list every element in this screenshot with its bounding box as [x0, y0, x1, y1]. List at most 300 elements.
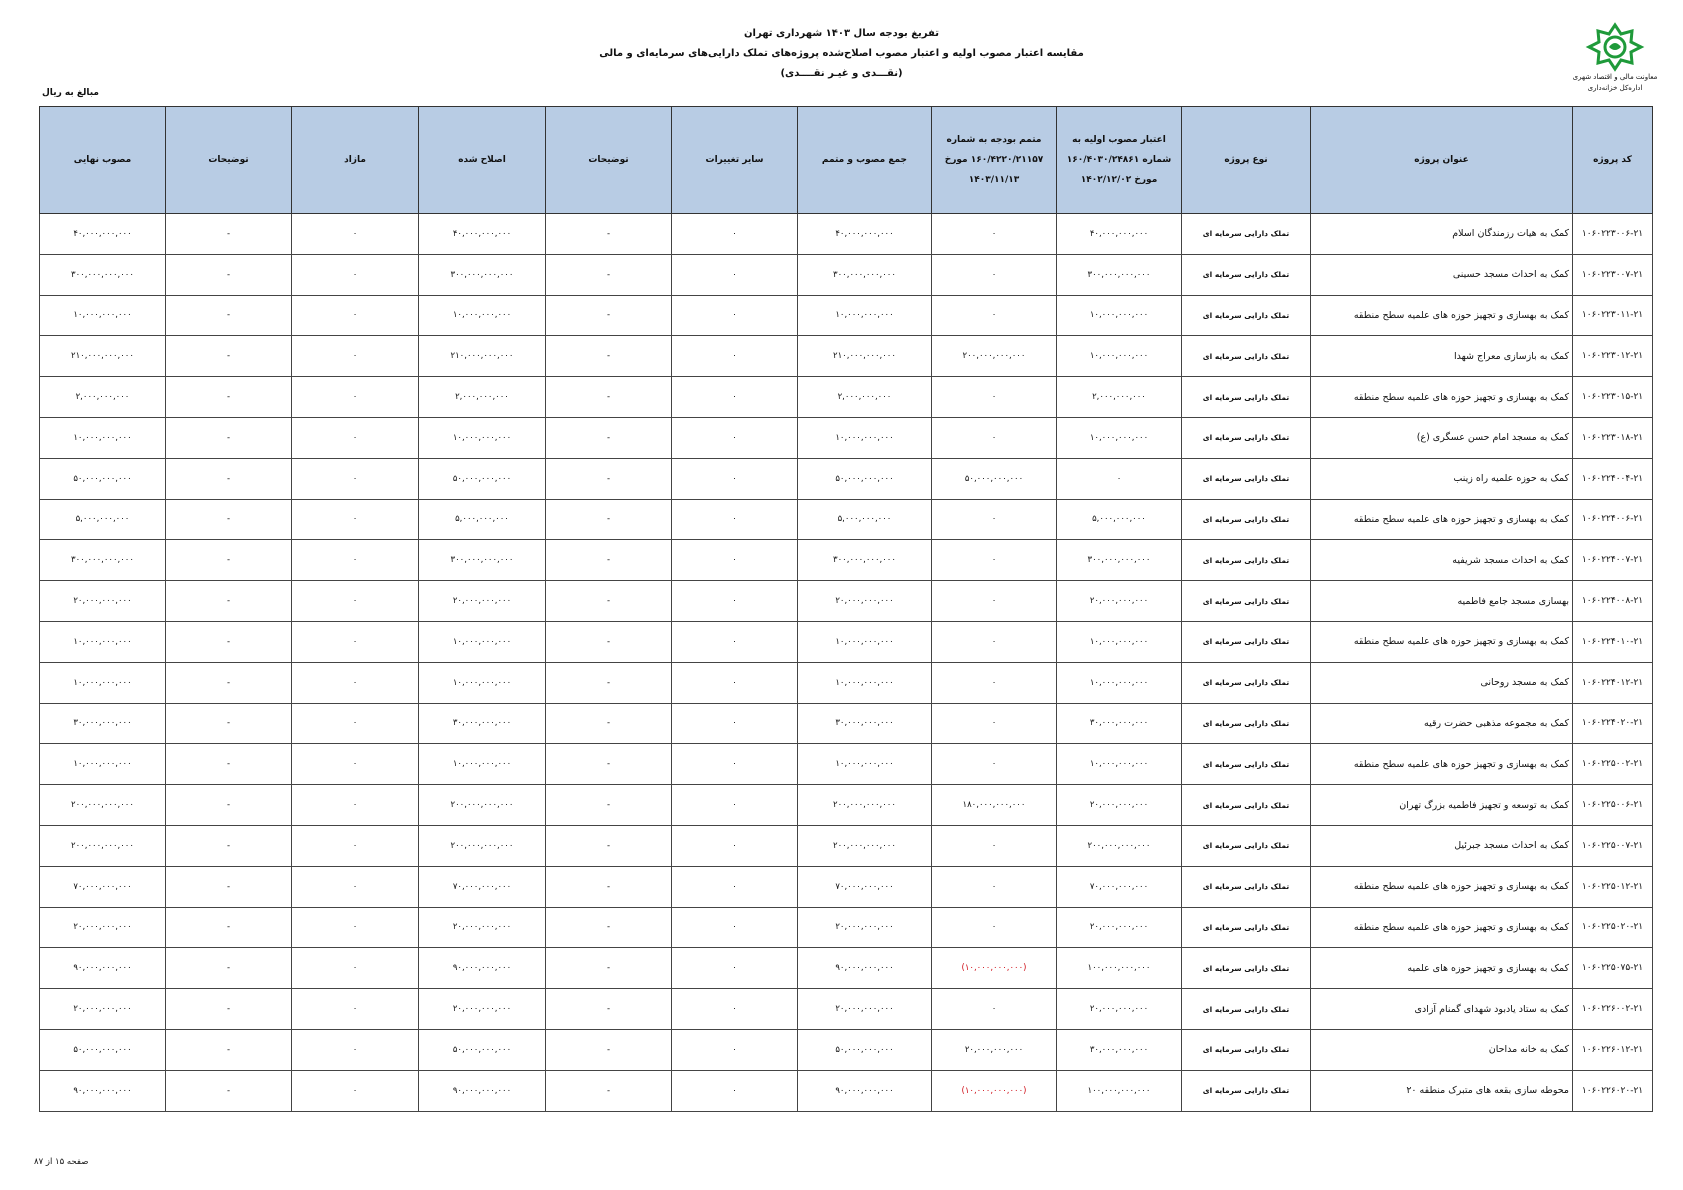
- org-department: اداره‌کل خزانه‌داری: [1587, 84, 1643, 92]
- cell-other-changes: ۰: [672, 417, 798, 458]
- org-name: معاونت مالی و اقتصاد شهری: [1572, 73, 1658, 81]
- cell-other-changes: ۰: [672, 662, 798, 703]
- budget-table: [39, 106, 1653, 1112]
- cell-budget-supplement: ۰: [932, 499, 1057, 540]
- table-row: [40, 1029, 1653, 1070]
- cell-final-approved: ۲۱۰,۰۰۰,۰۰۰,۰۰۰: [40, 336, 166, 377]
- cell-revised: ۱۰,۰۰۰,۰۰۰,۰۰۰: [419, 621, 546, 662]
- column-header-project-type: نوع پروژه: [1182, 107, 1311, 214]
- cell-budget-supplement: ۰: [932, 295, 1057, 336]
- cell-project-code: ۱۰۶۰۲۲۴۰۱۲-۲۱: [1573, 662, 1653, 703]
- cell-description: -: [546, 1029, 672, 1070]
- tehran-municipality-logo: [1560, 22, 1670, 94]
- cell-description: -: [546, 621, 672, 662]
- cell-description-2: -: [166, 703, 292, 744]
- cell-description: -: [546, 744, 672, 785]
- cell-revised: ۲۰,۰۰۰,۰۰۰,۰۰۰: [419, 989, 546, 1030]
- cell-initial-approved: ۳۰۰,۰۰۰,۰۰۰,۰۰۰: [1057, 540, 1182, 581]
- cell-description-2: -: [166, 621, 292, 662]
- cell-revised: ۵,۰۰۰,۰۰۰,۰۰۰: [419, 499, 546, 540]
- cell-project-title: کمک به احداث مسجد حسینی: [1311, 254, 1573, 295]
- cell-final-approved: ۵,۰۰۰,۰۰۰,۰۰۰: [40, 499, 166, 540]
- cell-initial-approved: ۳۰,۰۰۰,۰۰۰,۰۰۰: [1057, 1029, 1182, 1070]
- cell-approved-plus-supplement: ۲۰۰,۰۰۰,۰۰۰,۰۰۰: [798, 825, 932, 866]
- cell-project-code: ۱۰۶۰۲۲۵۰۰۷-۲۱: [1573, 825, 1653, 866]
- cell-approved-plus-supplement: ۵,۰۰۰,۰۰۰,۰۰۰: [798, 499, 932, 540]
- cell-description: -: [546, 417, 672, 458]
- cell-revised: ۹۰,۰۰۰,۰۰۰,۰۰۰: [419, 1070, 546, 1111]
- cell-project-title: کمک به بهسازی و تجهیز حوزه های علمیه سطح منطقه: [1311, 866, 1573, 907]
- cell-project-title: کمک به خانه مداحان: [1311, 1029, 1573, 1070]
- cell-description-2: -: [166, 785, 292, 826]
- cell-description: -: [546, 907, 672, 948]
- column-header-project-title: عنوان پروژه: [1311, 107, 1573, 214]
- cell-description-2: -: [166, 295, 292, 336]
- cell-surplus: ۰: [292, 417, 419, 458]
- cell-description-2: -: [166, 662, 292, 703]
- column-header-description-2: توضیحات: [166, 107, 292, 214]
- cell-other-changes: ۰: [672, 254, 798, 295]
- page-number: صفحه ۱۵ از ۸۷: [34, 1157, 89, 1167]
- cell-revised: ۴۰,۰۰۰,۰۰۰,۰۰۰: [419, 214, 546, 255]
- cell-project-code: ۱۰۶۰۲۲۳۰۱۵-۲۱: [1573, 377, 1653, 418]
- cell-initial-approved: ۲۰۰,۰۰۰,۰۰۰,۰۰۰: [1057, 825, 1182, 866]
- cell-project-code: ۱۰۶۰۲۲۵۰۷۵-۲۱: [1573, 948, 1653, 989]
- cell-initial-approved: ۲۰,۰۰۰,۰۰۰,۰۰۰: [1057, 989, 1182, 1030]
- cell-final-approved: ۵۰,۰۰۰,۰۰۰,۰۰۰: [40, 1029, 166, 1070]
- table-body: [40, 214, 1653, 1112]
- table-row: [40, 336, 1653, 377]
- cell-surplus: ۰: [292, 295, 419, 336]
- cell-surplus: ۰: [292, 621, 419, 662]
- cell-budget-supplement: ۵۰,۰۰۰,۰۰۰,۰۰۰: [932, 458, 1057, 499]
- cell-other-changes: ۰: [672, 458, 798, 499]
- cell-surplus: ۰: [292, 744, 419, 785]
- cell-initial-approved: ۲,۰۰۰,۰۰۰,۰۰۰: [1057, 377, 1182, 418]
- cell-approved-plus-supplement: ۱۰,۰۰۰,۰۰۰,۰۰۰: [798, 744, 932, 785]
- cell-description-2: -: [166, 214, 292, 255]
- cell-revised: ۱۰,۰۰۰,۰۰۰,۰۰۰: [419, 417, 546, 458]
- title-line-2: مقایسه اعتبار مصوب اولیه و اعتبار مصوب اصلاح‌شده پروژه‌های تملک دارایی‌های سرمایه‌ای و مالی: [599, 48, 1084, 59]
- cell-revised: ۳۰,۰۰۰,۰۰۰,۰۰۰: [419, 703, 546, 744]
- cell-final-approved: ۲۰,۰۰۰,۰۰۰,۰۰۰: [40, 907, 166, 948]
- cell-project-type: تملک دارایی سرمایه ای: [1182, 989, 1311, 1030]
- cell-other-changes: ۰: [672, 744, 798, 785]
- cell-description-2: -: [166, 336, 292, 377]
- table-row: [40, 458, 1653, 499]
- cell-description-2: -: [166, 948, 292, 989]
- cell-revised: ۲۰,۰۰۰,۰۰۰,۰۰۰: [419, 581, 546, 622]
- cell-project-title: کمک به بهسازی و تجهیز حوزه های علمیه سطح منطقه: [1311, 621, 1573, 662]
- column-header-revised: اصلاح شده: [419, 107, 546, 214]
- cell-description: -: [546, 989, 672, 1030]
- cell-description-2: -: [166, 825, 292, 866]
- table-row: [40, 662, 1653, 703]
- cell-budget-supplement: ۲۰۰,۰۰۰,۰۰۰,۰۰۰: [932, 336, 1057, 377]
- cell-description: -: [546, 540, 672, 581]
- cell-budget-supplement: ۰: [932, 254, 1057, 295]
- cell-description: -: [546, 866, 672, 907]
- cell-surplus: ۰: [292, 581, 419, 622]
- cell-description: -: [546, 1070, 672, 1111]
- cell-project-title: کمک به احداث مسجد جبرئیل: [1311, 825, 1573, 866]
- table-row: [40, 948, 1653, 989]
- cell-project-title: کمک به بهسازی و تجهیز حوزه های علمیه سطح منطقه: [1311, 377, 1573, 418]
- cell-project-code: ۱۰۶۰۲۲۴۰۱۰-۲۱: [1573, 621, 1653, 662]
- cell-project-type: تملک دارایی سرمایه ای: [1182, 825, 1311, 866]
- cell-surplus: ۰: [292, 377, 419, 418]
- cell-project-code: ۱۰۶۰۲۲۴۰۰۴-۲۱: [1573, 458, 1653, 499]
- cell-other-changes: ۰: [672, 336, 798, 377]
- cell-description: -: [546, 214, 672, 255]
- cell-description: -: [546, 336, 672, 377]
- cell-revised: ۲۰۰,۰۰۰,۰۰۰,۰۰۰: [419, 825, 546, 866]
- cell-surplus: ۰: [292, 825, 419, 866]
- cell-project-code: ۱۰۶۰۲۲۵۰۱۲-۲۱: [1573, 866, 1653, 907]
- cell-initial-approved: ۱۰۰,۰۰۰,۰۰۰,۰۰۰: [1057, 948, 1182, 989]
- cell-final-approved: ۲۰۰,۰۰۰,۰۰۰,۰۰۰: [40, 785, 166, 826]
- table-row: [40, 377, 1653, 418]
- cell-other-changes: ۰: [672, 907, 798, 948]
- cell-project-code: ۱۰۶۰۲۲۵۰۰۶-۲۱: [1573, 785, 1653, 826]
- cell-budget-supplement: ۰: [932, 214, 1057, 255]
- cell-project-code: ۱۰۶۰۲۲۳۰۱۱-۲۱: [1573, 295, 1653, 336]
- cell-approved-plus-supplement: ۲,۰۰۰,۰۰۰,۰۰۰: [798, 377, 932, 418]
- cell-other-changes: ۰: [672, 214, 798, 255]
- cell-description-2: -: [166, 907, 292, 948]
- cell-project-type: تملک دارایی سرمایه ای: [1182, 417, 1311, 458]
- cell-project-code: ۱۰۶۰۲۲۶۰۲۰-۲۱: [1573, 1070, 1653, 1111]
- cell-project-type: تملک دارایی سرمایه ای: [1182, 295, 1311, 336]
- cell-final-approved: ۷۰,۰۰۰,۰۰۰,۰۰۰: [40, 866, 166, 907]
- cell-budget-supplement: ۰: [932, 703, 1057, 744]
- cell-other-changes: ۰: [672, 703, 798, 744]
- column-header-other-changes: سایر تغییرات: [672, 107, 798, 214]
- cell-description-2: -: [166, 458, 292, 499]
- cell-project-type: تملک دارایی سرمایه ای: [1182, 254, 1311, 295]
- cell-project-title: کمک به احداث مسجد شریفیه: [1311, 540, 1573, 581]
- column-header-budget-supplement: متمم بودجه به شماره ۱۶۰/۴۲۲۰/۲۱۱۵۷ مورخ ۱۴۰۳/۱۱/۱۳: [932, 107, 1057, 214]
- cell-final-approved: ۳۰۰,۰۰۰,۰۰۰,۰۰۰: [40, 540, 166, 581]
- cell-initial-approved: ۱۰۰,۰۰۰,۰۰۰,۰۰۰: [1057, 1070, 1182, 1111]
- cell-surplus: ۰: [292, 214, 419, 255]
- cell-final-approved: ۵۰,۰۰۰,۰۰۰,۰۰۰: [40, 458, 166, 499]
- cell-revised: ۱۰,۰۰۰,۰۰۰,۰۰۰: [419, 662, 546, 703]
- cell-project-title: کمک به توسعه و تجهیز فاطمیه بزرگ تهران: [1311, 785, 1573, 826]
- cell-revised: ۳۰۰,۰۰۰,۰۰۰,۰۰۰: [419, 540, 546, 581]
- cell-other-changes: ۰: [672, 825, 798, 866]
- cell-description-2: -: [166, 866, 292, 907]
- cell-surplus: ۰: [292, 336, 419, 377]
- table-row: [40, 540, 1653, 581]
- cell-project-type: تملک دارایی سرمایه ای: [1182, 336, 1311, 377]
- table-row: [40, 581, 1653, 622]
- table-row: [40, 907, 1653, 948]
- cell-other-changes: ۰: [672, 866, 798, 907]
- cell-other-changes: ۰: [672, 989, 798, 1030]
- cell-project-type: تملک دارایی سرمایه ای: [1182, 377, 1311, 418]
- cell-other-changes: ۰: [672, 540, 798, 581]
- cell-initial-approved: ۲۰,۰۰۰,۰۰۰,۰۰۰: [1057, 785, 1182, 826]
- cell-budget-supplement: ۰: [932, 744, 1057, 785]
- cell-surplus: ۰: [292, 499, 419, 540]
- cell-project-code: ۱۰۶۰۲۲۵۰۰۲-۲۱: [1573, 744, 1653, 785]
- cell-budget-supplement: (۱۰,۰۰۰,۰۰۰,۰۰۰): [932, 1070, 1057, 1111]
- logo-emblem-icon: [1583, 22, 1647, 72]
- document-title: [0, 24, 1683, 84]
- cell-project-title: کمک به بهسازی و تجهیز حوزه های علمیه: [1311, 948, 1573, 989]
- cell-revised: ۲۱۰,۰۰۰,۰۰۰,۰۰۰: [419, 336, 546, 377]
- cell-final-approved: ۲,۰۰۰,۰۰۰,۰۰۰: [40, 377, 166, 418]
- cell-project-type: تملک دارایی سرمایه ای: [1182, 907, 1311, 948]
- cell-final-approved: ۱۰,۰۰۰,۰۰۰,۰۰۰: [40, 744, 166, 785]
- cell-description: -: [546, 785, 672, 826]
- cell-project-title: بهسازی مسجد جامع فاطمیه: [1311, 581, 1573, 622]
- cell-approved-plus-supplement: ۱۰,۰۰۰,۰۰۰,۰۰۰: [798, 621, 932, 662]
- cell-initial-approved: ۰: [1057, 458, 1182, 499]
- cell-approved-plus-supplement: ۲۰۰,۰۰۰,۰۰۰,۰۰۰: [798, 785, 932, 826]
- cell-approved-plus-supplement: ۲۰,۰۰۰,۰۰۰,۰۰۰: [798, 907, 932, 948]
- cell-revised: ۵۰,۰۰۰,۰۰۰,۰۰۰: [419, 458, 546, 499]
- table-row: [40, 825, 1653, 866]
- title-line-3: (نقـــدی و غیـر نقــــدی): [780, 68, 903, 79]
- cell-project-title: کمک به حوزه علمیه راه زینب: [1311, 458, 1573, 499]
- cell-project-title: کمک به مسجد امام حسن عسگری (ع): [1311, 417, 1573, 458]
- cell-description: -: [546, 662, 672, 703]
- cell-approved-plus-supplement: ۲۰,۰۰۰,۰۰۰,۰۰۰: [798, 581, 932, 622]
- cell-approved-plus-supplement: ۲۱۰,۰۰۰,۰۰۰,۰۰۰: [798, 336, 932, 377]
- cell-approved-plus-supplement: ۴۰,۰۰۰,۰۰۰,۰۰۰: [798, 214, 932, 255]
- cell-project-code: ۱۰۶۰۲۲۴۰۰۶-۲۱: [1573, 499, 1653, 540]
- cell-description: -: [546, 581, 672, 622]
- cell-description-2: -: [166, 417, 292, 458]
- cell-initial-approved: ۷۰,۰۰۰,۰۰۰,۰۰۰: [1057, 866, 1182, 907]
- cell-project-code: ۱۰۶۰۲۲۳۰۱۸-۲۱: [1573, 417, 1653, 458]
- cell-budget-supplement: ۰: [932, 581, 1057, 622]
- cell-project-title: کمک به مسجد روحانی: [1311, 662, 1573, 703]
- cell-budget-supplement: ۰: [932, 989, 1057, 1030]
- column-header-final-approved: مصوب نهایی: [40, 107, 166, 214]
- cell-budget-supplement: ۰: [932, 621, 1057, 662]
- cell-revised: ۱۰,۰۰۰,۰۰۰,۰۰۰: [419, 295, 546, 336]
- cell-initial-approved: ۱۰,۰۰۰,۰۰۰,۰۰۰: [1057, 295, 1182, 336]
- cell-project-code: ۱۰۶۰۲۲۳۰۰۶-۲۱: [1573, 214, 1653, 255]
- currency-unit-label: مبالغ به ریال: [42, 88, 100, 98]
- cell-budget-supplement: ۰: [932, 907, 1057, 948]
- cell-approved-plus-supplement: ۹۰,۰۰۰,۰۰۰,۰۰۰: [798, 948, 932, 989]
- cell-surplus: ۰: [292, 989, 419, 1030]
- cell-final-approved: ۴۰,۰۰۰,۰۰۰,۰۰۰: [40, 214, 166, 255]
- cell-final-approved: ۲۰,۰۰۰,۰۰۰,۰۰۰: [40, 989, 166, 1030]
- cell-final-approved: ۱۰,۰۰۰,۰۰۰,۰۰۰: [40, 417, 166, 458]
- cell-project-type: تملک دارایی سرمایه ای: [1182, 662, 1311, 703]
- cell-project-type: تملک دارایی سرمایه ای: [1182, 785, 1311, 826]
- cell-final-approved: ۱۰,۰۰۰,۰۰۰,۰۰۰: [40, 662, 166, 703]
- cell-approved-plus-supplement: ۱۰,۰۰۰,۰۰۰,۰۰۰: [798, 662, 932, 703]
- cell-project-code: ۱۰۶۰۲۲۶۰۱۲-۲۱: [1573, 1029, 1653, 1070]
- cell-project-code: ۱۰۶۰۲۲۵۰۲۰-۲۱: [1573, 907, 1653, 948]
- cell-initial-approved: ۱۰,۰۰۰,۰۰۰,۰۰۰: [1057, 417, 1182, 458]
- cell-revised: ۷۰,۰۰۰,۰۰۰,۰۰۰: [419, 866, 546, 907]
- cell-initial-approved: ۵,۰۰۰,۰۰۰,۰۰۰: [1057, 499, 1182, 540]
- cell-other-changes: ۰: [672, 1029, 798, 1070]
- cell-approved-plus-supplement: ۱۰,۰۰۰,۰۰۰,۰۰۰: [798, 417, 932, 458]
- cell-budget-supplement: ۰: [932, 662, 1057, 703]
- cell-final-approved: ۱۰,۰۰۰,۰۰۰,۰۰۰: [40, 295, 166, 336]
- table-row: [40, 254, 1653, 295]
- cell-final-approved: ۳۰۰,۰۰۰,۰۰۰,۰۰۰: [40, 254, 166, 295]
- cell-final-approved: ۱۰,۰۰۰,۰۰۰,۰۰۰: [40, 621, 166, 662]
- cell-budget-supplement: ۱۸۰,۰۰۰,۰۰۰,۰۰۰: [932, 785, 1057, 826]
- cell-project-type: تملک دارایی سرمایه ای: [1182, 1029, 1311, 1070]
- column-header-project-code: کد پروژه: [1573, 107, 1653, 214]
- cell-surplus: ۰: [292, 458, 419, 499]
- cell-surplus: ۰: [292, 540, 419, 581]
- cell-description: -: [546, 254, 672, 295]
- cell-revised: ۵۰,۰۰۰,۰۰۰,۰۰۰: [419, 1029, 546, 1070]
- cell-project-code: ۱۰۶۰۲۲۴۰۲۰-۲۱: [1573, 703, 1653, 744]
- cell-initial-approved: ۲۰,۰۰۰,۰۰۰,۰۰۰: [1057, 907, 1182, 948]
- cell-description-2: -: [166, 581, 292, 622]
- cell-budget-supplement: (۱۰,۰۰۰,۰۰۰,۰۰۰): [932, 948, 1057, 989]
- cell-project-code: ۱۰۶۰۲۲۳۰۱۲-۲۱: [1573, 336, 1653, 377]
- cell-revised: ۲۰,۰۰۰,۰۰۰,۰۰۰: [419, 907, 546, 948]
- cell-project-title: کمک به بهسازی و تجهیز حوزه های علمیه سطح منطقه: [1311, 499, 1573, 540]
- cell-description-2: -: [166, 540, 292, 581]
- cell-description-2: -: [166, 989, 292, 1030]
- cell-description: -: [546, 377, 672, 418]
- cell-other-changes: ۰: [672, 621, 798, 662]
- cell-initial-approved: ۱۰,۰۰۰,۰۰۰,۰۰۰: [1057, 336, 1182, 377]
- column-header-surplus: مازاد: [292, 107, 419, 214]
- cell-project-title: محوطه سازی بقعه های متبرک منطقه ۲۰: [1311, 1070, 1573, 1111]
- cell-project-type: تملک دارایی سرمایه ای: [1182, 948, 1311, 989]
- table-row: [40, 295, 1653, 336]
- cell-initial-approved: ۱۰,۰۰۰,۰۰۰,۰۰۰: [1057, 621, 1182, 662]
- cell-budget-supplement: ۲۰,۰۰۰,۰۰۰,۰۰۰: [932, 1029, 1057, 1070]
- cell-final-approved: ۲۰۰,۰۰۰,۰۰۰,۰۰۰: [40, 825, 166, 866]
- cell-project-type: تملک دارایی سرمایه ای: [1182, 499, 1311, 540]
- cell-project-type: تملک دارایی سرمایه ای: [1182, 540, 1311, 581]
- cell-initial-approved: ۳۰,۰۰۰,۰۰۰,۰۰۰: [1057, 703, 1182, 744]
- cell-approved-plus-supplement: ۲۰,۰۰۰,۰۰۰,۰۰۰: [798, 989, 932, 1030]
- cell-project-type: تملک دارایی سرمایه ای: [1182, 458, 1311, 499]
- cell-project-type: تملک دارایی سرمایه ای: [1182, 744, 1311, 785]
- cell-project-type: تملک دارایی سرمایه ای: [1182, 214, 1311, 255]
- table-row: [40, 1070, 1653, 1111]
- cell-surplus: ۰: [292, 1029, 419, 1070]
- cell-description: -: [546, 499, 672, 540]
- cell-other-changes: ۰: [672, 785, 798, 826]
- cell-surplus: ۰: [292, 866, 419, 907]
- cell-revised: ۹۰,۰۰۰,۰۰۰,۰۰۰: [419, 948, 546, 989]
- table-row: [40, 744, 1653, 785]
- table-header-row: [40, 107, 1653, 214]
- cell-other-changes: ۰: [672, 1070, 798, 1111]
- table-row: [40, 785, 1653, 826]
- cell-revised: ۱۰,۰۰۰,۰۰۰,۰۰۰: [419, 744, 546, 785]
- cell-approved-plus-supplement: ۳۰,۰۰۰,۰۰۰,۰۰۰: [798, 703, 932, 744]
- cell-initial-approved: ۳۰۰,۰۰۰,۰۰۰,۰۰۰: [1057, 254, 1182, 295]
- cell-approved-plus-supplement: ۷۰,۰۰۰,۰۰۰,۰۰۰: [798, 866, 932, 907]
- cell-project-code: ۱۰۶۰۲۲۶۰۰۲-۲۱: [1573, 989, 1653, 1030]
- cell-description-2: -: [166, 377, 292, 418]
- cell-revised: ۳۰۰,۰۰۰,۰۰۰,۰۰۰: [419, 254, 546, 295]
- table-row: [40, 866, 1653, 907]
- cell-budget-supplement: ۰: [932, 825, 1057, 866]
- cell-project-type: تملک دارایی سرمایه ای: [1182, 1070, 1311, 1111]
- cell-project-title: کمک به بهسازی و تجهیز حوزه های علمیه سطح منطقه: [1311, 744, 1573, 785]
- column-header-approved-plus-supplement: جمع مصوب و متمم: [798, 107, 932, 214]
- cell-revised: ۲۰۰,۰۰۰,۰۰۰,۰۰۰: [419, 785, 546, 826]
- cell-initial-approved: ۴۰,۰۰۰,۰۰۰,۰۰۰: [1057, 214, 1182, 255]
- cell-project-title: کمک به ستاد یادبود شهدای گمنام آزادی: [1311, 989, 1573, 1030]
- cell-project-title: کمک به هیات رزمندگان اسلام: [1311, 214, 1573, 255]
- cell-final-approved: ۲۰,۰۰۰,۰۰۰,۰۰۰: [40, 581, 166, 622]
- cell-final-approved: ۹۰,۰۰۰,۰۰۰,۰۰۰: [40, 948, 166, 989]
- cell-project-code: ۱۰۶۰۲۲۴۰۰۸-۲۱: [1573, 581, 1653, 622]
- title-line-1: تفریغ بودجه سال ۱۴۰۳ شهرداری تهران: [744, 28, 939, 39]
- cell-surplus: ۰: [292, 907, 419, 948]
- cell-surplus: ۰: [292, 662, 419, 703]
- cell-project-code: ۱۰۶۰۲۲۳۰۰۷-۲۱: [1573, 254, 1653, 295]
- cell-project-title: کمک به مجموعه مذهبی حضرت رقیه: [1311, 703, 1573, 744]
- table-row: [40, 703, 1653, 744]
- cell-approved-plus-supplement: ۳۰۰,۰۰۰,۰۰۰,۰۰۰: [798, 540, 932, 581]
- cell-description: -: [546, 825, 672, 866]
- cell-description: -: [546, 458, 672, 499]
- cell-project-type: تملک دارایی سرمایه ای: [1182, 703, 1311, 744]
- cell-project-title: کمک به بهسازی و تجهیز حوزه های علمیه سطح منطقه: [1311, 907, 1573, 948]
- cell-description-2: -: [166, 1070, 292, 1111]
- cell-budget-supplement: ۰: [932, 540, 1057, 581]
- table-row: [40, 499, 1653, 540]
- cell-description-2: -: [166, 499, 292, 540]
- table-row: [40, 989, 1653, 1030]
- cell-description: -: [546, 295, 672, 336]
- cell-revised: ۲,۰۰۰,۰۰۰,۰۰۰: [419, 377, 546, 418]
- cell-initial-approved: ۲۰,۰۰۰,۰۰۰,۰۰۰: [1057, 581, 1182, 622]
- cell-surplus: ۰: [292, 254, 419, 295]
- cell-other-changes: ۰: [672, 377, 798, 418]
- cell-surplus: ۰: [292, 785, 419, 826]
- cell-surplus: ۰: [292, 703, 419, 744]
- cell-final-approved: ۹۰,۰۰۰,۰۰۰,۰۰۰: [40, 1070, 166, 1111]
- column-header-initial-approved: اعتبار مصوب اولیه به شماره ۱۶۰/۴۰۳۰/۲۴۸۶۱ مورخ ۱۴۰۲/۱۲/۰۲: [1057, 107, 1182, 214]
- cell-budget-supplement: ۰: [932, 866, 1057, 907]
- cell-project-title: کمک به بهسازی و تجهیز حوزه های علمیه سطح منطقه: [1311, 295, 1573, 336]
- cell-description-2: -: [166, 744, 292, 785]
- cell-approved-plus-supplement: ۳۰۰,۰۰۰,۰۰۰,۰۰۰: [798, 254, 932, 295]
- cell-description-2: -: [166, 1029, 292, 1070]
- cell-project-type: تملک دارایی سرمایه ای: [1182, 581, 1311, 622]
- cell-description-2: -: [166, 254, 292, 295]
- cell-other-changes: ۰: [672, 948, 798, 989]
- cell-surplus: ۰: [292, 1070, 419, 1111]
- cell-project-code: ۱۰۶۰۲۲۴۰۰۷-۲۱: [1573, 540, 1653, 581]
- cell-approved-plus-supplement: ۵۰,۰۰۰,۰۰۰,۰۰۰: [798, 1029, 932, 1070]
- cell-surplus: ۰: [292, 948, 419, 989]
- cell-project-type: تملک دارایی سرمایه ای: [1182, 621, 1311, 662]
- cell-other-changes: ۰: [672, 499, 798, 540]
- column-header-description: توضیحات: [546, 107, 672, 214]
- cell-description: -: [546, 948, 672, 989]
- cell-approved-plus-supplement: ۵۰,۰۰۰,۰۰۰,۰۰۰: [798, 458, 932, 499]
- cell-other-changes: ۰: [672, 581, 798, 622]
- cell-approved-plus-supplement: ۹۰,۰۰۰,۰۰۰,۰۰۰: [798, 1070, 932, 1111]
- cell-other-changes: ۰: [672, 295, 798, 336]
- table-row: [40, 621, 1653, 662]
